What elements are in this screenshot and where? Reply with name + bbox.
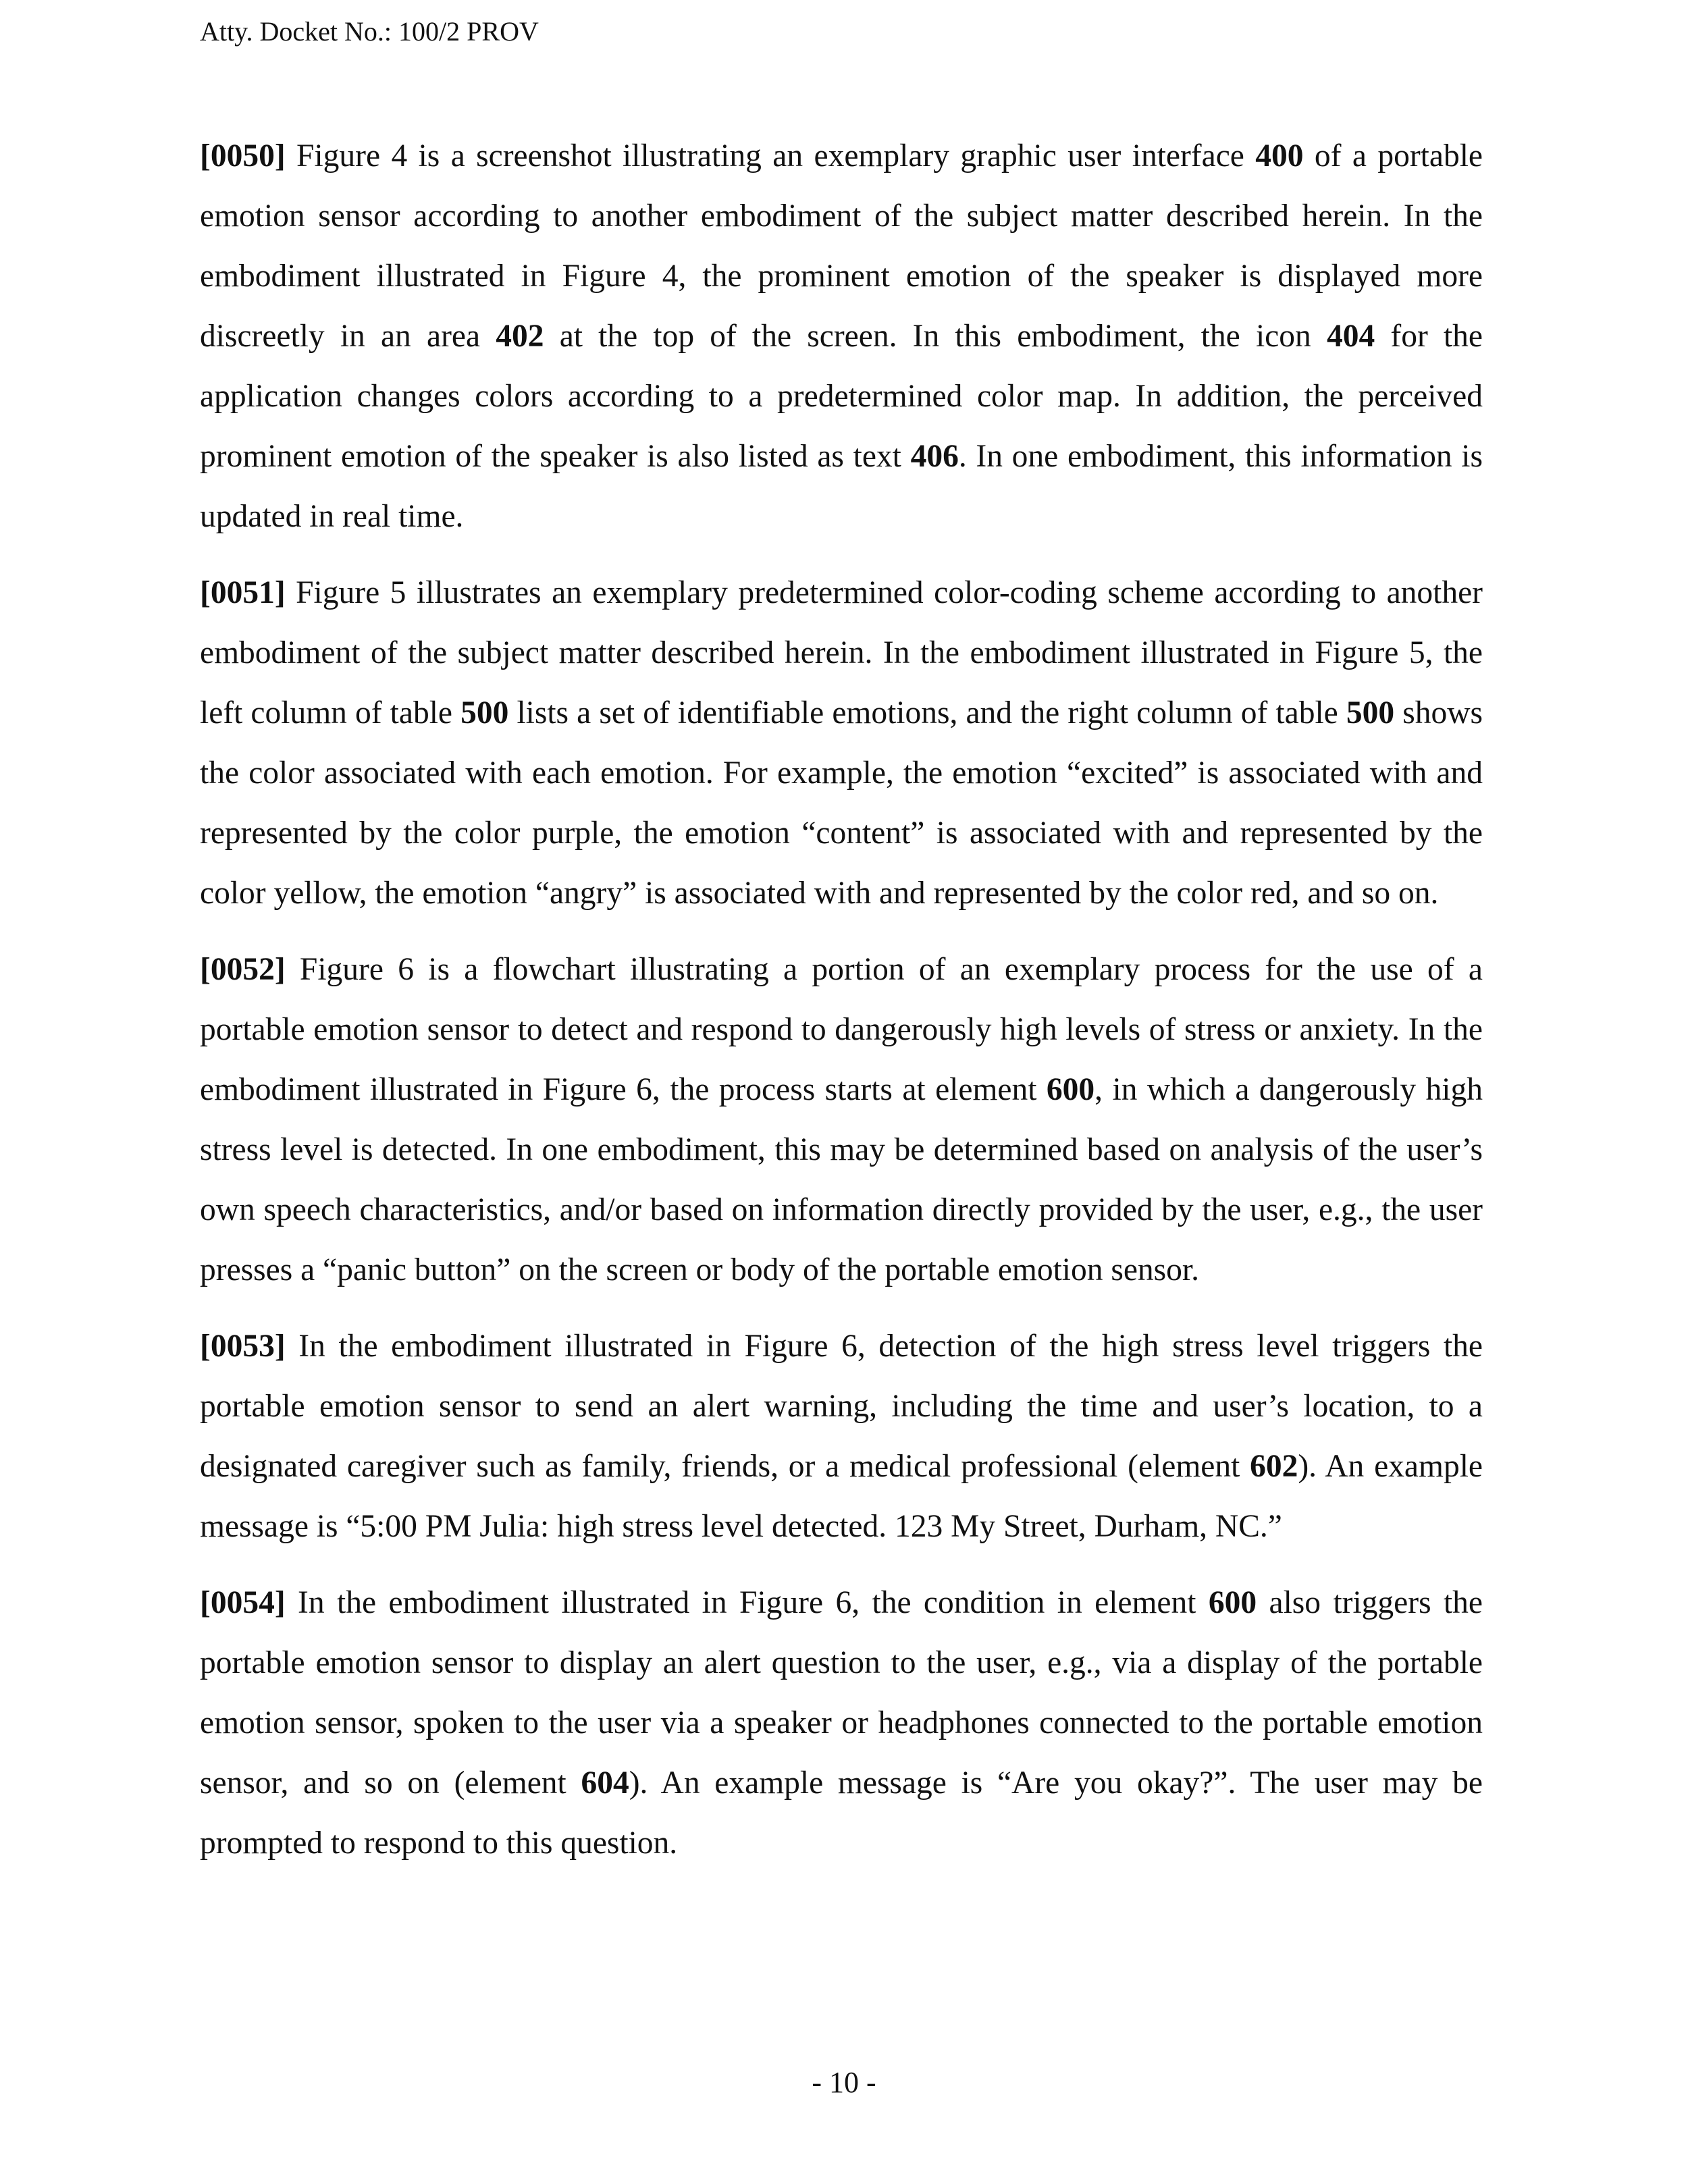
reference-numeral: 404 (1326, 319, 1375, 354)
page-number: - 10 - (812, 2066, 876, 2099)
document-body (200, 126, 1483, 1890)
text-run: lists a set of identifiable emotions, and the right column of table (508, 695, 1346, 730)
text-run: shows the color associated with each emotion. For example, the emotion “excited” is associated with and represented by the color purple, the emotion “content” is associated with and represented by the color yellow, the emotion “angry” is associated with and represented by the color red, and so on. (200, 695, 1483, 911)
paragraph-number: [0053] (200, 1329, 286, 1364)
text-run: also triggers the portable emotion sensor to display an alert question to the user, e.g., via a display of the portable emotion sensor, spoken to the user via a speaker or headphones connected to the portable emotion sensor, and so on (element (200, 1585, 1483, 1801)
text-run: for the application changes colors according to a predetermined color map. In addition, the perceived prominent emotion of the speaker is also listed as text (200, 319, 1483, 474)
paragraph-number: [0051] (200, 575, 286, 610)
paragraph-number: [0050] (200, 138, 286, 174)
reference-numeral: 400 (1255, 138, 1304, 174)
reference-numeral: 500 (1346, 695, 1395, 730)
paragraph-number: [0052] (200, 952, 286, 987)
text-run: . In one embodiment, this information is updated in real time. (200, 439, 1483, 534)
paragraph-0051 (200, 563, 1483, 924)
reference-numeral: 600 (1208, 1585, 1257, 1620)
reference-numeral: 604 (581, 1765, 629, 1801)
reference-numeral: 600 (1046, 1072, 1095, 1107)
text-run: at the top of the screen. In this embodiment, the icon (544, 319, 1327, 354)
reference-numeral: 402 (496, 319, 544, 354)
text-run: In the embodiment illustrated in Figure 6, the condition in element (285, 1585, 1209, 1620)
text-run: Figure 6 is a flowchart illustrating a portion of an exemplary process for the use of a portable emotion sensor to detect and respond to dangerously high levels of stress or anxiety. In the embodiment illustrated in Figure 6, the process starts at element (200, 952, 1483, 1107)
text-run: ). An example message is “Are you okay?”. The user may be prompted to respond to this question. (200, 1765, 1483, 1861)
paragraph-0053 (200, 1316, 1483, 1557)
paragraph-0052 (200, 940, 1483, 1300)
reference-numeral: 406 (910, 439, 959, 474)
paragraph-number: [0054] (200, 1585, 286, 1620)
paragraph-0050 (200, 126, 1483, 547)
text-run: of a portable emotion sensor according to another embodiment of the subject matter described herein. In the embodiment illustrated in Figure 4, the prominent emotion of the speaker is displayed more discreetly in an area (200, 138, 1483, 354)
text-run: In the embodiment illustrated in Figure 6, detection of the high stress level triggers the portable emotion sensor to send an alert warning, including the time and user’s location, to a designated caregiver such as family, friends, or a medical professional (element (200, 1329, 1483, 1484)
reference-numeral: 602 (1250, 1449, 1298, 1484)
text-run: ). An example message is “5:00 PM Julia: high stress level detected. 123 My Street, Durham, NC.” (200, 1449, 1483, 1544)
reference-numeral: 500 (460, 695, 509, 730)
text-run: , in which a dangerously high stress level is detected. In one embodiment, this may be determined based on analysis of the user’s own speech characteristics, and/or based on information directly provided by the user, e.g., the user presses a “panic button” on the screen or body of the portable emotion sensor. (200, 1072, 1483, 1287)
text-run: Figure 4 is a screenshot illustrating an exemplary graphic user interface (285, 138, 1256, 174)
paragraph-0054 (200, 1573, 1483, 1873)
text-run: Figure 5 illustrates an exemplary predetermined color-coding scheme according to another embodiment of the subject matter described herein. In the embodiment illustrated in Figure 5, the left column of table (200, 575, 1483, 730)
docket-header: Atty. Docket No.: 100/2 PROV (200, 16, 539, 47)
